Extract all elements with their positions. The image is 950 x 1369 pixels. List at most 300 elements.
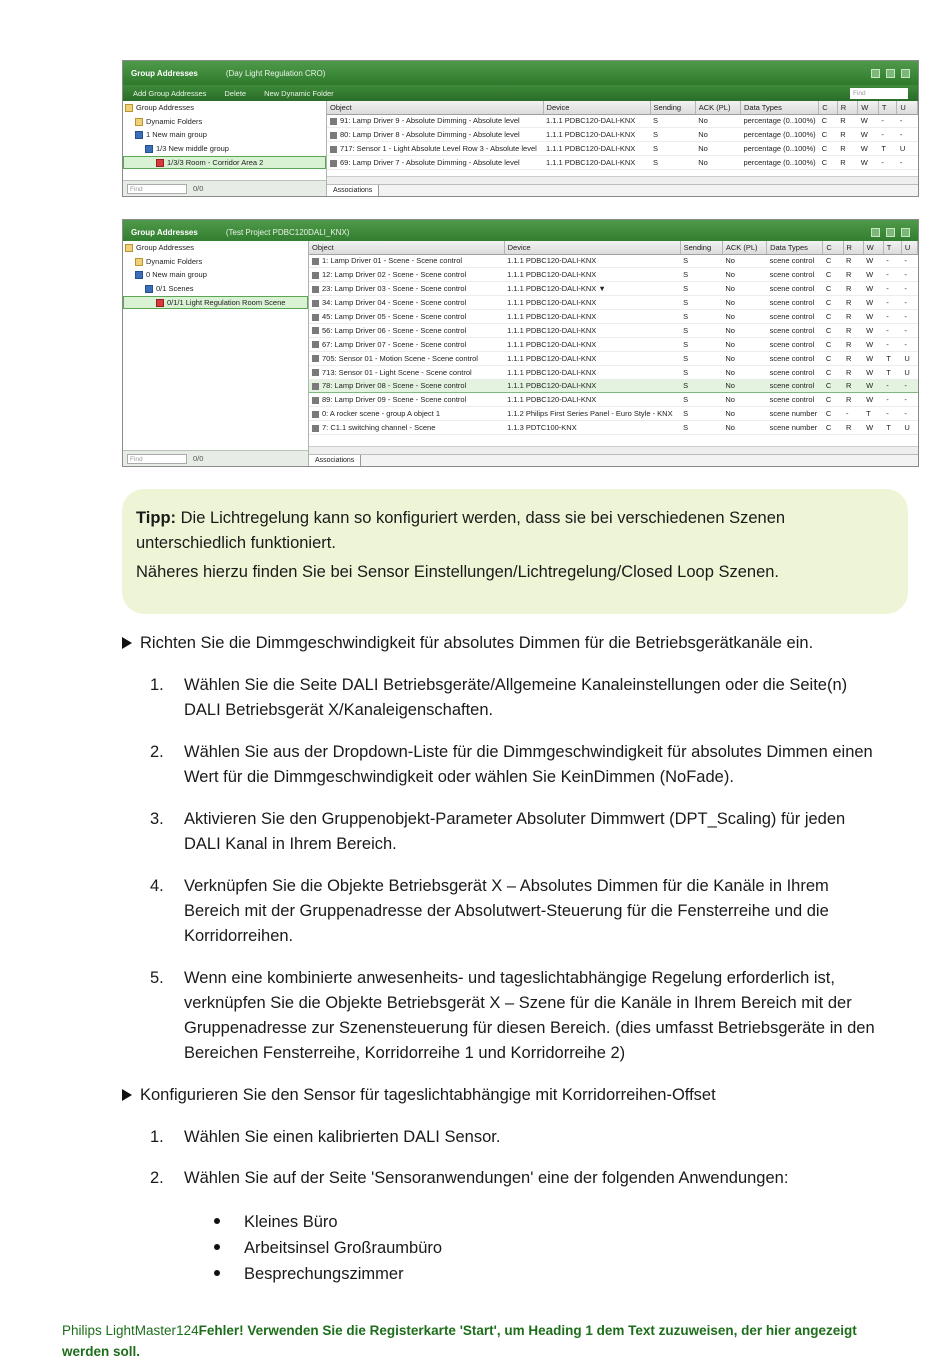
list-item: Arbeitsinsel Großraumbüro <box>214 1236 714 1261</box>
table-cell: - <box>901 393 917 407</box>
table-cell: - <box>843 407 863 421</box>
folder-icon <box>125 244 133 252</box>
table-cell: - <box>901 323 917 337</box>
table-cell: R <box>843 337 863 351</box>
table-cell: T <box>883 365 901 379</box>
table-cell: R <box>837 128 858 142</box>
table-cell: C <box>819 128 838 142</box>
table-cell: - <box>878 156 897 170</box>
table-cell: C <box>819 156 838 170</box>
panel-subtitle: (Test Project PDBC120DALI_KNX) <box>225 227 350 237</box>
tree-node[interactable] <box>123 101 326 115</box>
table-row[interactable] <box>327 128 918 142</box>
table-cell: - <box>883 282 901 296</box>
column-header[interactable]: Data Types <box>767 241 823 254</box>
table-row[interactable] <box>309 365 918 379</box>
table-cell: T <box>863 407 883 421</box>
table-cell: scene control <box>767 351 823 365</box>
arrow-bullet-icon <box>122 637 132 649</box>
table-cell <box>309 282 504 296</box>
table-cell: T <box>883 351 901 365</box>
column-header[interactable]: ACK (PL) <box>722 241 766 254</box>
column-header[interactable]: U <box>901 241 917 254</box>
group-icon <box>145 145 153 153</box>
object-icon <box>312 314 319 321</box>
find-input[interactable]: Find <box>127 454 187 464</box>
objects-grid <box>327 101 918 196</box>
table-cell: C <box>823 296 843 310</box>
group-address-tree <box>123 241 309 466</box>
table-cell: S <box>680 407 722 421</box>
table-row[interactable] <box>309 268 918 282</box>
table-cell: S <box>650 156 695 170</box>
table-cell: No <box>722 323 766 337</box>
step-item: 5. Wenn eine kombinierte anwesenheits- und tageslichtabhängige Regelung erforderlich ist, verknüpfen Sie die Objekte Betriebsgerät X – Szene für die Kanäle in Ihrem Bereich mit der Gruppenadresse zur Szenensteuerung für diesen Bereich. (dies umfasst Betriebsgeräte in den Bereichen Fensterreihe, Korridorreihe 1 und Korridorreihe 2) <box>150 969 875 1062</box>
table-cell: percentage (0..100%) <box>741 114 819 128</box>
table-cell: No <box>695 156 740 170</box>
table-cell: scene control <box>767 323 823 337</box>
object-icon <box>312 327 319 334</box>
table-row[interactable] <box>309 351 918 365</box>
tree-footer <box>123 450 308 466</box>
step-item: 1. Wählen Sie die Seite DALI Betriebsgeräte/Allgemeine Kanaleinstellungen oder die Seite(n) DALI Betriebsgerät X/Kanaleigenschaften. <box>150 676 848 719</box>
cell-text: 45: Lamp Driver 05 - Scene - Scene control <box>322 312 467 321</box>
horizontal-scrollbar[interactable] <box>327 176 918 184</box>
tab-associations[interactable]: Associations <box>309 455 361 466</box>
table-cell: S <box>680 393 722 407</box>
cell-text: 80: Lamp Driver 8 - Absolute Dimming - Absolute level <box>340 130 520 140</box>
table-cell: No <box>722 310 766 324</box>
table-row[interactable] <box>309 323 918 337</box>
table-cell: T <box>878 142 897 156</box>
table-cell: C <box>823 310 843 324</box>
group-icon <box>135 271 143 279</box>
objects-table <box>309 241 918 435</box>
object-icon <box>330 118 337 125</box>
folder-icon <box>135 118 143 126</box>
search-input[interactable]: Find <box>850 88 908 99</box>
table-cell: scene number <box>767 421 823 435</box>
table-cell <box>309 268 504 282</box>
table-cell: S <box>650 142 695 156</box>
table-cell: No <box>695 114 740 128</box>
object-icon <box>312 272 319 279</box>
object-icon <box>312 383 319 390</box>
table-cell: - <box>901 254 917 268</box>
cell-text: 1: Lamp Driver 01 - Scene - Scene control <box>322 256 463 266</box>
list-item: Kleines Büro <box>214 1210 714 1235</box>
tree-node[interactable] <box>123 241 308 255</box>
table-cell: C <box>823 393 843 407</box>
table-cell: - <box>883 268 901 282</box>
step-item: 3. Aktivieren Sie den Gruppenobjekt-Parameter Absoluter Dimmwert (DPT_Scaling) für jeden DALI Kanal in Ihrem Bereich. <box>150 810 846 853</box>
table-cell <box>309 337 504 351</box>
table-cell <box>309 254 504 268</box>
table-cell: C <box>823 323 843 337</box>
table-cell: - <box>897 156 918 170</box>
footer-page-number: 124 <box>176 1323 199 1338</box>
table-cell: No <box>722 379 766 393</box>
step-item: 1. Wählen Sie einen kalibrierten DALI Sensor. <box>150 1128 501 1146</box>
table-cell: S <box>680 268 722 282</box>
table-cell: scene control <box>767 254 823 268</box>
add-group-addresses-button[interactable]: Add Group Addresses <box>133 88 207 98</box>
table-cell: 1.1.1 PDBC120-DALI-KNX <box>504 365 680 379</box>
panel-title: Group Addresses <box>131 68 198 78</box>
panel-title: Group Addresses <box>131 227 198 237</box>
table-cell: W <box>863 296 883 310</box>
table-cell: W <box>863 310 883 324</box>
panel-titlebar <box>123 61 918 85</box>
table-row[interactable] <box>309 296 918 310</box>
footer-error-text: Fehler! Verwenden Sie die Registerkarte 'Start', um Heading 1 dem Text zuzuweisen, der hier angezeigt werden soll. <box>62 1323 857 1359</box>
table-cell: scene control <box>767 365 823 379</box>
window-buttons <box>871 228 910 237</box>
column-header[interactable]: Device <box>504 241 680 254</box>
table-cell: scene control <box>767 296 823 310</box>
table-cell: 1.1.2 Philips First Series Panel - Euro Style - KNX <box>504 407 680 421</box>
table-cell: C <box>823 282 843 296</box>
table-cell: percentage (0..100%) <box>741 142 819 156</box>
panel-toolbar <box>123 85 918 101</box>
table-cell: - <box>878 114 897 128</box>
table-cell: R <box>837 156 858 170</box>
tree-node[interactable] <box>123 156 326 170</box>
table-cell: 1.1.1 PDBC120-DALI-KNX <box>504 254 680 268</box>
table-cell: U <box>897 142 918 156</box>
column-header[interactable]: Object <box>327 101 543 114</box>
tree-node[interactable] <box>123 142 326 156</box>
minimize-icon[interactable] <box>871 69 880 78</box>
table-cell: No <box>695 142 740 156</box>
table-cell: scene number <box>767 407 823 421</box>
object-icon <box>312 425 319 432</box>
table-cell: R <box>843 296 863 310</box>
table-cell: No <box>722 393 766 407</box>
table-cell: - <box>883 379 901 393</box>
maximize-icon[interactable] <box>886 228 895 237</box>
step-item: 2. Wählen Sie aus der Dropdown-Liste für die Dimmgeschwindigkeit für absolutes Dimmen einen Wert für die Dimmgeschwindigkeit oder wählen Sie KeinDimmen (NoFade). <box>150 743 873 786</box>
table-cell <box>309 421 504 435</box>
table-cell: R <box>843 268 863 282</box>
column-header[interactable]: Object <box>309 241 504 254</box>
table-cell: 1.1.1 PDBC120-DALI-KNX <box>543 114 650 128</box>
table-cell: scene control <box>767 393 823 407</box>
object-icon <box>312 355 319 362</box>
table-cell: S <box>680 351 722 365</box>
table-cell: 1.1.1 PDBC120-DALI-KNX <box>504 351 680 365</box>
table-cell: No <box>722 337 766 351</box>
table-cell: R <box>843 365 863 379</box>
column-header[interactable]: Sending <box>680 241 722 254</box>
horizontal-scrollbar[interactable] <box>309 446 918 454</box>
step-item: 4. Verknüpfen Sie die Objekte Betriebsgerät X – Absolutes Dimmen für die Kanäle in Ihrem Bereich mit der Gruppenadresse der Absolutwert-Steuerung für die Fensterreihe und die Korridorreihen. <box>150 877 829 945</box>
table-cell: 1.1.1 PDBC120-DALI-KNX <box>504 337 680 351</box>
object-icon <box>330 160 337 167</box>
table-cell: scene control <box>767 379 823 393</box>
folder-icon <box>125 104 133 112</box>
column-header[interactable]: Sending <box>650 101 695 114</box>
table-cell: 1.1.1 PDBC120-DALI-KNX <box>504 268 680 282</box>
table-cell <box>309 310 504 324</box>
table-cell: R <box>843 393 863 407</box>
table-cell: 1.1.1 PDBC120-DALI-KNX <box>543 128 650 142</box>
table-cell: 1.1.3 PDTC100-KNX <box>504 421 680 435</box>
table-cell: C <box>823 407 843 421</box>
table-cell: No <box>722 254 766 268</box>
new-dynamic-folder-button[interactable]: New Dynamic Folder <box>264 88 334 98</box>
table-row[interactable] <box>309 282 918 296</box>
bullet-dot <box>214 1218 220 1224</box>
list-item: Besprechungszimmer <box>214 1262 714 1287</box>
table-cell: No <box>722 282 766 296</box>
table-cell: No <box>722 421 766 435</box>
object-icon <box>312 411 319 418</box>
table-cell: R <box>843 310 863 324</box>
cell-text: 34: Lamp Driver 04 - Scene - Scene control <box>322 298 467 308</box>
table-cell: No <box>695 128 740 142</box>
tree-node-label: 0/1 Scenes <box>156 284 194 294</box>
table-cell: - <box>901 282 917 296</box>
table-cell <box>309 323 504 337</box>
step-item: 2. Wählen Sie auf der Seite 'Sensoranwendungen' eine der folgenden Anwendungen: <box>150 1169 789 1187</box>
column-header[interactable]: Device <box>543 101 650 114</box>
table-cell: C <box>823 254 843 268</box>
table-cell: - <box>883 337 901 351</box>
tree-footer <box>123 180 326 196</box>
table-cell: C <box>823 351 843 365</box>
table-cell: 1.1.1 PDBC120-DALI-KNX <box>543 142 650 156</box>
table-row[interactable] <box>309 379 918 393</box>
table-cell: U <box>901 351 917 365</box>
tree-node-label: Group Addresses <box>136 103 194 112</box>
cell-text: 78: Lamp Driver 08 - Scene - Scene control <box>322 381 467 391</box>
column-header[interactable]: ACK (PL) <box>695 101 740 114</box>
tip-box <box>122 489 908 614</box>
table-cell: W <box>863 323 883 337</box>
tree-node[interactable] <box>123 255 308 269</box>
table-cell: - <box>883 407 901 421</box>
column-header[interactable]: T <box>878 101 897 114</box>
table-cell: - <box>883 310 901 324</box>
object-icon <box>312 341 319 348</box>
table-cell: C <box>819 114 838 128</box>
table-cell: - <box>897 114 918 128</box>
table-cell <box>327 156 543 170</box>
table-cell: W <box>863 282 883 296</box>
table-row[interactable] <box>309 421 918 435</box>
table-cell: percentage (0..100%) <box>741 128 819 142</box>
tree-node-label: 0 New main group <box>146 270 207 280</box>
table-cell: - <box>878 128 897 142</box>
table-cell: - <box>883 393 901 407</box>
table-cell: R <box>843 351 863 365</box>
table-cell: C <box>823 268 843 282</box>
table-cell <box>327 128 543 142</box>
column-header[interactable]: T <box>883 241 901 254</box>
cell-text: 69: Lamp Driver 7 - Absolute Dimming - Absolute level <box>340 158 520 168</box>
panel-subtitle: (Day Light Regulation CRO) <box>225 68 326 78</box>
table-cell <box>327 142 543 156</box>
table-cell: - <box>901 310 917 324</box>
folder-icon <box>135 258 143 266</box>
cell-text: 12: Lamp Driver 02 - Scene - Scene control <box>322 270 467 280</box>
table-cell: C <box>823 379 843 393</box>
column-header[interactable]: Data Types <box>741 101 819 114</box>
find-input[interactable]: Find <box>127 184 187 194</box>
tree-node[interactable] <box>123 128 326 142</box>
table-cell: S <box>680 337 722 351</box>
table-row[interactable] <box>309 254 918 268</box>
table-cell: R <box>843 323 863 337</box>
table-row[interactable] <box>309 393 918 407</box>
table-cell: W <box>863 254 883 268</box>
result-count: 0/0 <box>193 454 204 463</box>
table-cell: No <box>722 296 766 310</box>
table-cell: S <box>650 128 695 142</box>
table-cell: - <box>901 337 917 351</box>
table-cell: scene control <box>767 282 823 296</box>
table-row[interactable] <box>309 337 918 351</box>
table-cell: R <box>843 282 863 296</box>
tree-node[interactable] <box>123 268 308 282</box>
group-icon <box>145 285 153 293</box>
table-cell: - <box>883 254 901 268</box>
table-cell: W <box>858 156 879 170</box>
table-cell: percentage (0..100%) <box>741 156 819 170</box>
minimize-icon[interactable] <box>871 228 880 237</box>
object-icon <box>312 397 319 404</box>
table-cell <box>309 407 504 421</box>
table-cell <box>327 114 543 128</box>
bullet-dot <box>214 1270 220 1276</box>
delete-button[interactable]: Delete <box>224 88 247 98</box>
table-cell: 1.1.1 PDBC120-DALI-KNX <box>504 310 680 324</box>
section-heading-sensor: Konfigurieren Sie den Sensor für tageslichtabhängige mit Korridorreihen-Offset <box>122 1083 922 1108</box>
tab-associations[interactable]: Associations <box>327 185 379 196</box>
table-cell: scene control <box>767 310 823 324</box>
table-cell <box>309 351 504 365</box>
table-cell: 1.1.1 PDBC120-DALI-KNX <box>504 379 680 393</box>
close-icon[interactable] <box>901 228 910 237</box>
tab-strip <box>327 184 918 196</box>
result-count: 0/0 <box>193 184 204 193</box>
table-cell: W <box>858 128 879 142</box>
close-icon[interactable] <box>901 69 910 78</box>
table-cell: S <box>680 282 722 296</box>
tree-node-label: 1/3/3 Room - Corridor Area 2 <box>167 157 264 167</box>
table-cell: 1.1.1 PDBC120-DALI-KNX <box>504 393 680 407</box>
tree-node[interactable] <box>123 282 308 296</box>
tree-node-label: Group Addresses <box>136 243 194 252</box>
table-cell: 1.1.1 PDBC120-DALI-KNX <box>504 323 680 337</box>
table-row[interactable] <box>327 114 918 128</box>
column-header[interactable]: R <box>837 101 858 114</box>
table-cell: T <box>883 421 901 435</box>
table-cell: S <box>650 114 695 128</box>
cell-text: 717: Sensor 1 - Light Absolute Level Row 3 - Absolute level <box>340 144 537 154</box>
group-address-tree <box>123 101 327 196</box>
tree-node-label: 1 New main group <box>146 130 207 140</box>
maximize-icon[interactable] <box>886 69 895 78</box>
objects-table <box>327 101 918 170</box>
tree-node-label: Dynamic Folders <box>146 256 203 266</box>
table-cell: - <box>883 296 901 310</box>
table-cell <box>309 379 504 393</box>
table-cell: C <box>819 142 838 156</box>
table-cell: C <box>823 337 843 351</box>
table-cell: W <box>863 393 883 407</box>
table-cell: W <box>863 365 883 379</box>
table-cell: - <box>897 128 918 142</box>
addr-icon <box>156 299 164 307</box>
column-header[interactable]: C <box>819 101 838 114</box>
table-row[interactable] <box>309 310 918 324</box>
table-cell: 1.1.1 PDBC120-DALI-KNX <box>543 156 650 170</box>
table-cell: C <box>823 365 843 379</box>
column-header[interactable]: C <box>823 241 843 254</box>
table-cell: S <box>680 254 722 268</box>
cell-text: 56: Lamp Driver 06 - Scene - Scene control <box>322 325 467 335</box>
table-cell: W <box>863 379 883 393</box>
object-icon <box>312 286 319 293</box>
tip-label: Tipp: <box>136 509 177 527</box>
tree-node[interactable] <box>123 296 308 310</box>
column-header[interactable]: U <box>897 101 918 114</box>
cell-text: 89: Lamp Driver 09 - Scene - Scene control <box>322 395 467 405</box>
group-icon <box>135 131 143 139</box>
arrow-bullet-icon <box>122 1089 132 1101</box>
column-header[interactable]: R <box>843 241 863 254</box>
tip-line-2: Näheres hierzu finden Sie bei Sensor Einstellungen/Lichtregelung/Closed Loop Szenen. <box>136 563 780 581</box>
table-row[interactable] <box>327 142 918 156</box>
window-buttons <box>871 69 910 78</box>
table-cell: - <box>901 296 917 310</box>
table-cell: R <box>843 254 863 268</box>
table-cell: S <box>680 365 722 379</box>
object-icon <box>330 146 337 153</box>
table-cell: scene control <box>767 337 823 351</box>
table-cell <box>309 296 504 310</box>
tree-node-label: 1/3 New middle group <box>156 144 229 154</box>
table-cell: C <box>823 421 843 435</box>
tab-strip <box>309 454 918 466</box>
bullet-dot <box>214 1244 220 1250</box>
table-cell: S <box>680 421 722 435</box>
column-header[interactable]: W <box>858 101 879 114</box>
cell-text: 67: Lamp Driver 07 - Scene - Scene control <box>322 339 467 349</box>
tree-node-label: 0/1/1 Light Regulation Room Scene <box>167 297 286 307</box>
column-header[interactable]: W <box>863 241 883 254</box>
table-cell <box>309 365 504 379</box>
section-heading-dimming: Richten Sie die Dimmgeschwindigkeit für absolutes Dimmen für die Betriebsgerätkanäle ein. <box>122 631 922 656</box>
table-cell <box>309 393 504 407</box>
table-cell: scene control <box>767 268 823 282</box>
table-cell: W <box>863 337 883 351</box>
table-cell: W <box>858 114 879 128</box>
screenshot-group-addresses-1 <box>122 60 919 197</box>
cell-text: 0: A rocker scene - group A object 1 <box>322 409 440 419</box>
tree-node[interactable] <box>123 115 326 129</box>
objects-grid <box>309 241 918 466</box>
table-row[interactable] <box>327 156 918 170</box>
cell-text: 23: Lamp Driver 03 - Scene - Scene control <box>322 284 467 294</box>
table-cell: No <box>722 351 766 365</box>
footer-product: Philips LightMaster <box>62 1323 177 1338</box>
table-cell: S <box>680 310 722 324</box>
table-row[interactable] <box>309 407 918 421</box>
table-cell: R <box>837 114 858 128</box>
